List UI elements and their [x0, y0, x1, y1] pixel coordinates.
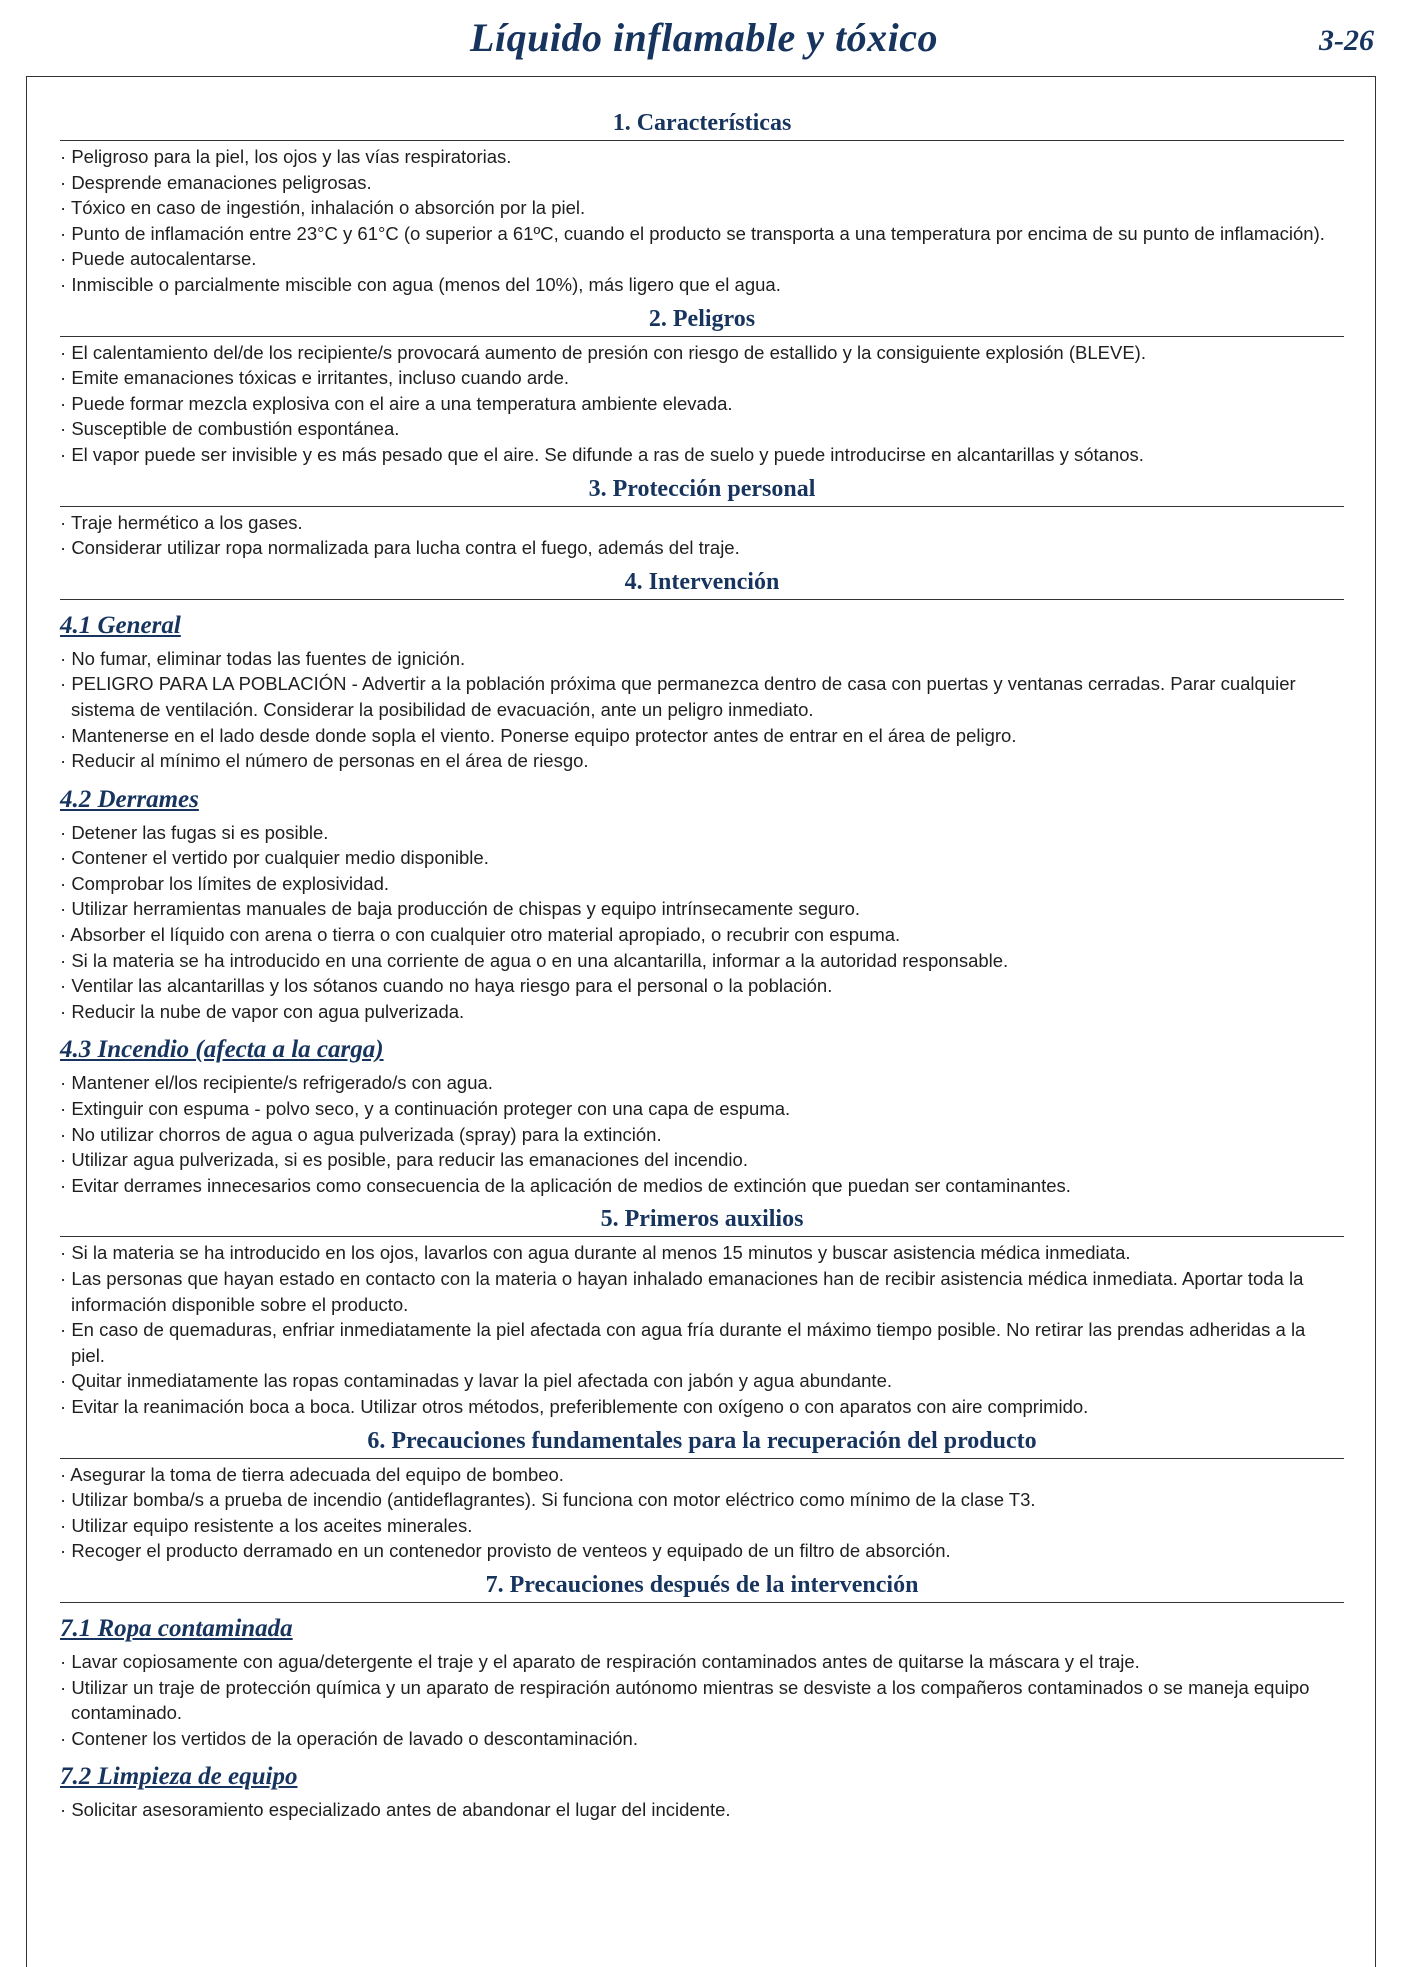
list-item: · Solicitar asesoramiento especializado antes de abandonar el lugar del incidente.: [60, 1797, 1344, 1823]
page-title: Líquido inflamable y tóxico: [470, 15, 938, 60]
list-item: · En caso de quemaduras, enfriar inmediatamente la piel afectada con agua fría durante el máximo tiempo posible. No retirar las prendas adheridas a la piel.: [60, 1317, 1344, 1368]
list-item: · Ventilar las alcantarillas y los sótanos cuando no haya riesgo para el personal o la población.: [60, 973, 1344, 999]
list-item: · Puede autocalentarse.: [60, 246, 1344, 272]
list-item: · Utilizar un traje de protección química y un aparato de respiración autónomo mientras se desviste a los compañeros contaminados o se maneja equipo contaminado.: [60, 1675, 1344, 1726]
list-item: · Tóxico en caso de ingestión, inhalación o absorción por la piel.: [60, 195, 1344, 221]
list-item: · Traje hermético a los gases.: [60, 510, 1344, 536]
list-item: · Si la materia se ha introducido en los ojos, lavarlos con agua durante al menos 15 minutos y buscar asistencia médica inmediata.: [60, 1240, 1344, 1266]
list-item: · Utilizar agua pulverizada, si es posible, para reducir las emanaciones del incendio.: [60, 1147, 1344, 1173]
document-body: [60, 108, 1344, 1823]
list-item: · Reducir al mínimo el número de personas en el área de riesgo.: [60, 748, 1344, 774]
list-item: · El vapor puede ser invisible y es más pesado que el aire. Se difunde a ras de suelo y puede introducirse en alcantarillas y sótanos.: [60, 442, 1344, 468]
item-list: [60, 820, 1344, 1025]
list-item: · Susceptible de combustión espontánea.: [60, 416, 1344, 442]
list-item: · Asegurar la toma de tierra adecuada del equipo de bombeo.: [60, 1462, 1344, 1488]
list-item: · Utilizar equipo resistente a los aceites minerales.: [60, 1513, 1344, 1539]
subsection-title: 4.3 Incendio (afecta a la carga): [60, 1036, 384, 1064]
list-item: · El calentamiento del/de los recipiente/s provocará aumento de presión con riesgo de estallido y la consiguiente explosión (BLEVE).: [60, 340, 1344, 366]
list-item: · Considerar utilizar ropa normalizada para lucha contra el fuego, además del traje.: [60, 535, 1344, 561]
item-list: [60, 510, 1344, 561]
list-item: · Recoger el producto derramado en un contenedor provisto de venteos y equipado de un filtro de absorción.: [60, 1538, 1344, 1564]
item-list: [60, 144, 1344, 298]
list-item: · Desprende emanaciones peligrosas.: [60, 170, 1344, 196]
section-title: 3. Protección personal: [60, 474, 1344, 507]
list-item: · Las personas que hayan estado en contacto con la materia o hayan inhalado emanaciones han de recibir asistencia médica inmediata. Aportar toda la información disponible sobre el producto.: [60, 1266, 1344, 1317]
section-title: 1. Características: [60, 108, 1344, 141]
item-list: [60, 1070, 1344, 1198]
section-title: 6. Precauciones fundamentales para la recuperación del producto: [60, 1426, 1344, 1459]
subsection-title: 7.2 Limpieza de equipo: [60, 1763, 298, 1791]
item-list: [60, 1797, 1344, 1823]
list-item: · Contener los vertidos de la operación de lavado o descontaminación.: [60, 1726, 1344, 1752]
section-title: 2. Peligros: [60, 304, 1344, 337]
list-item: · Comprobar los límites de explosividad.: [60, 871, 1344, 897]
list-item: · Quitar inmediatamente las ropas contaminadas y lavar la piel afectada con jabón y agua abundante.: [60, 1368, 1344, 1394]
item-list: [60, 1649, 1344, 1751]
list-item: · Inmiscible o parcialmente miscible con agua (menos del 10%), más ligero que el agua.: [60, 272, 1344, 298]
list-item: · Utilizar herramientas manuales de baja producción de chispas y equipo intrínsecamente seguro.: [60, 896, 1344, 922]
list-item: · Punto de inflamación entre 23°C y 61°C (o superior a 61ºC, cuando el producto se transporta a una temperatura por encima de su punto de inflamación).: [60, 221, 1344, 247]
list-item: · Emite emanaciones tóxicas e irritantes, incluso cuando arde.: [60, 365, 1344, 391]
subsection-title: 4.2 Derrames: [60, 785, 199, 813]
item-list: [60, 340, 1344, 468]
item-list: [60, 1462, 1344, 1564]
list-item: · PELIGRO PARA LA POBLACIÓN - Advertir a la población próxima que permanezca dentro de casa con puertas y ventanas cerradas. Parar cualquier sistema de ventilación. Considerar la posibilidad de evacuación, ante un peligro inmediato.: [60, 671, 1344, 722]
item-list: [60, 1240, 1344, 1419]
list-item: · Detener las fugas si es posible.: [60, 820, 1344, 846]
subsection-title: 4.1 General: [60, 611, 181, 639]
subsection-title: 7.1 Ropa contaminada: [60, 1614, 293, 1642]
list-item: · Lavar copiosamente con agua/detergente el traje y el aparato de respiración contaminados antes de quitarse la máscara y el traje.: [60, 1649, 1344, 1675]
list-item: · Reducir la nube de vapor con agua pulverizada.: [60, 999, 1344, 1025]
list-item: · Peligroso para la piel, los ojos y las vías respiratorias.: [60, 144, 1344, 170]
list-item: · Evitar derrames innecesarios como consecuencia de la aplicación de medios de extinción que puedan ser contaminantes.: [60, 1173, 1344, 1199]
page-number: 3-26: [1319, 24, 1374, 57]
section-title: 5. Primeros auxilios: [60, 1204, 1344, 1237]
list-item: · Absorber el líquido con arena o tierra o con cualquier otro material apropiado, o recubrir con espuma.: [60, 922, 1344, 948]
section-title: 7. Precauciones después de la intervención: [60, 1570, 1344, 1603]
list-item: · Extinguir con espuma - polvo seco, y a continuación proteger con una capa de espuma.: [60, 1096, 1344, 1122]
list-item: · Contener el vertido por cualquier medio disponible.: [60, 845, 1344, 871]
list-item: · Puede formar mezcla explosiva con el aire a una temperatura ambiente elevada.: [60, 391, 1344, 417]
list-item: · No utilizar chorros de agua o agua pulverizada (spray) para la extinción.: [60, 1122, 1344, 1148]
list-item: · Utilizar bomba/s a prueba de incendio (antideflagrantes). Si funciona con motor eléctrico como mínimo de la clase T3.: [60, 1487, 1344, 1513]
section-title: 4. Intervención: [60, 567, 1344, 600]
list-item: · Si la materia se ha introducido en una corriente de agua o en una alcantarilla, informar a la autoridad responsable.: [60, 948, 1344, 974]
list-item: · Mantenerse en el lado desde donde sopla el viento. Ponerse equipo protector antes de entrar en el área de peligro.: [60, 723, 1344, 749]
list-item: · Evitar la reanimación boca a boca. Utilizar otros métodos, preferiblemente con oxígeno o con aparatos con aire comprimido.: [60, 1394, 1344, 1420]
list-item: · No fumar, eliminar todas las fuentes de ignición.: [60, 646, 1344, 672]
list-item: · Mantener el/los recipiente/s refrigerado/s con agua.: [60, 1070, 1344, 1096]
item-list: [60, 646, 1344, 774]
